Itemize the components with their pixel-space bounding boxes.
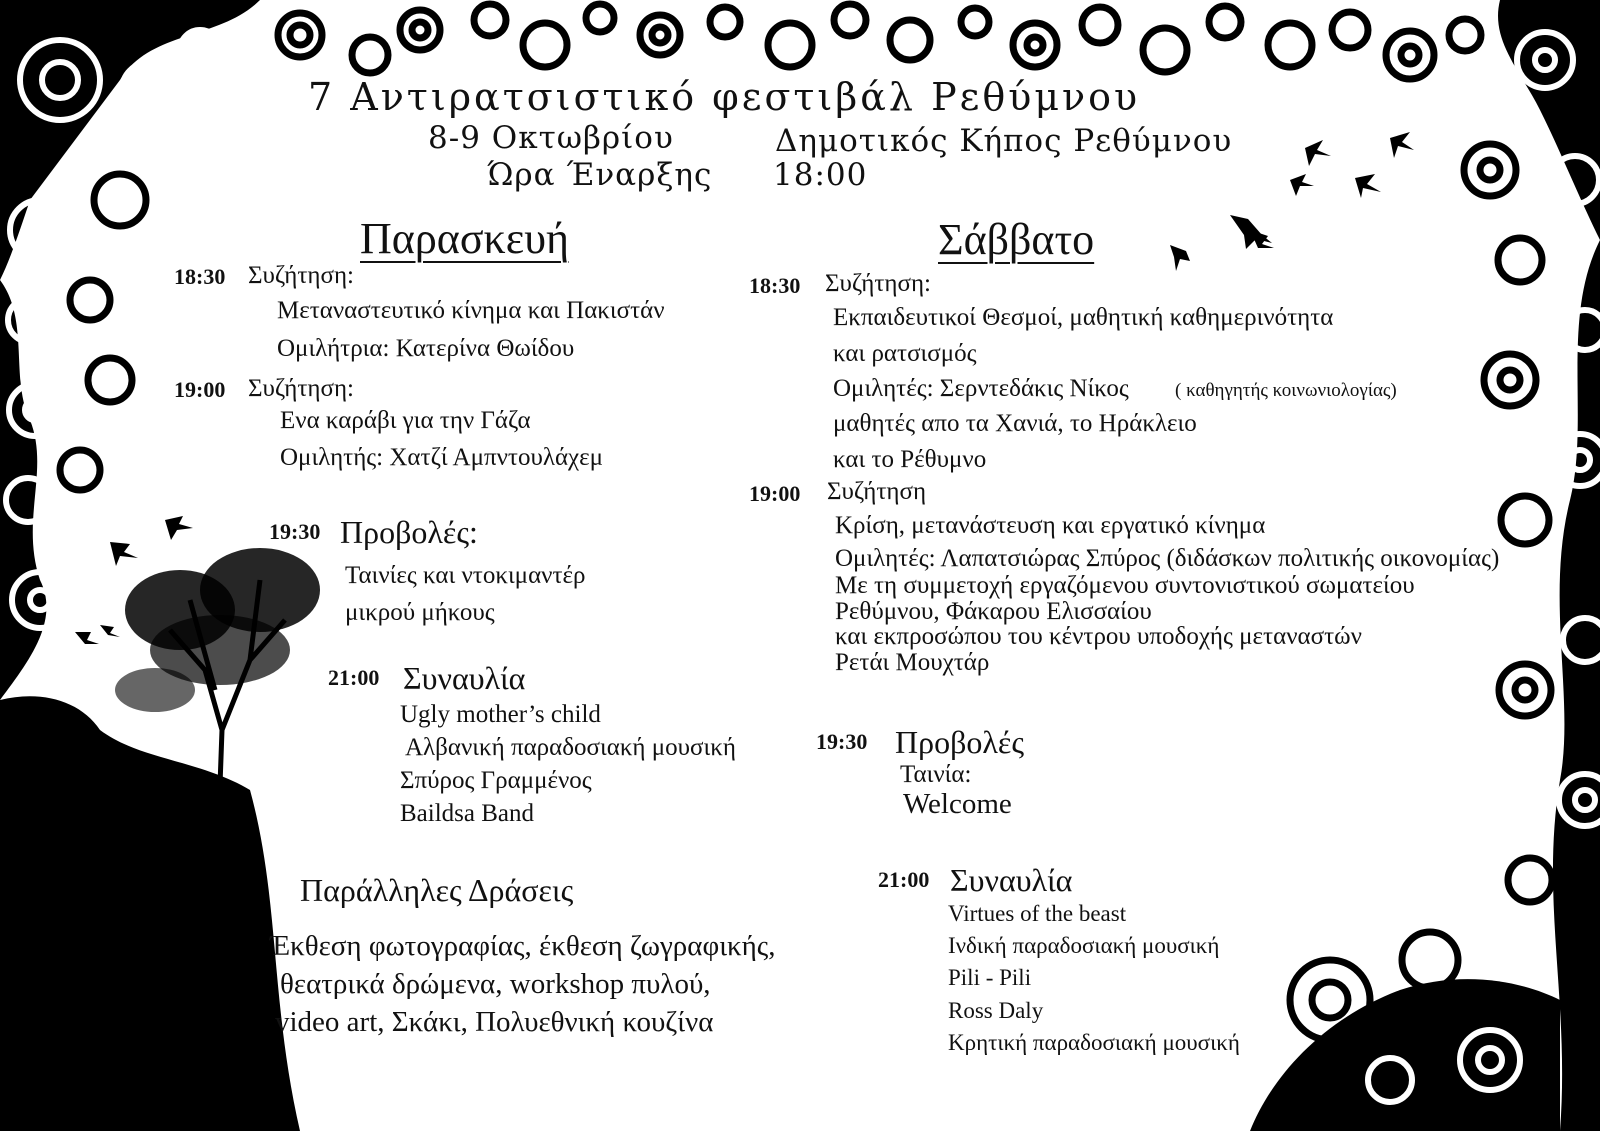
saturday-talk1-label: Συζήτηση: — [825, 270, 931, 297]
friday-screenings-label: Προβολές: — [340, 514, 478, 550]
parallel-line: θεατρικά δρώμενα, workshop πυλού, — [280, 968, 711, 1000]
saturday-concert-act: Κρητική παραδοσιακή μουσική — [948, 1030, 1240, 1055]
saturday-concert-act: Virtues of the beast — [948, 901, 1127, 926]
saturday-screenings-line2: Welcome — [903, 788, 1012, 820]
friday-talk1-speaker: Ομιλήτρια: Κατερίνα Θωίδου — [277, 335, 575, 362]
friday-screenings-time: 19:30 — [269, 519, 321, 544]
parallel-line: video art, Σκάκι, Πολυεθνική κουζίνα — [275, 1006, 714, 1038]
saturday-talk1-topic2: και ρατσισμός — [833, 340, 977, 367]
start-time: 18:00 — [773, 157, 868, 193]
friday-concert-label: Συναυλία — [403, 660, 526, 696]
friday-talk2-topic: Ενα καράβι για την Γάζα — [280, 407, 531, 434]
saturday-screenings-time: 19:30 — [816, 729, 868, 754]
friday-screenings-line1: Ταινίες και ντοκιμαντέρ — [345, 562, 586, 589]
saturday-talk2-speakers: Ομιλητές: Λαπατσιώρας Σπύρος (διδάσκων πολιτικής οικονομίας) — [835, 545, 1500, 572]
saturday-talk1-speakers-note: ( καθηγητής κοινωνιολογίας) — [1175, 380, 1397, 401]
friday-heading: Παρασκευή — [360, 214, 569, 263]
friday-talk2-time: 19:00 — [174, 377, 226, 402]
saturday-concert-act: Ross Daly — [948, 998, 1044, 1023]
festival-dates: 8-9 Οκτωβρίου — [428, 120, 674, 156]
saturday-concert-label: Συναυλία — [950, 862, 1073, 898]
friday-concert-act: Ugly mother’s child — [400, 701, 601, 728]
saturday-screenings-label: Προβολές — [895, 724, 1024, 760]
saturday-talk2-time: 19:00 — [749, 481, 801, 506]
saturday-talk1-speakers: Ομιλητές: Σερντεδάκις Νίκος — [833, 375, 1129, 402]
saturday-talk2-topic: Κρίση, μετανάστευση και εργατικό κίνημα — [835, 512, 1266, 539]
saturday-concert-time: 21:00 — [878, 867, 930, 892]
friday-talk1-topic: Μεταναστευτικό κίνημα και Πακιστάν — [277, 297, 665, 324]
festival-venue: Δημοτικός Κήπος Ρεθύμνου — [775, 123, 1233, 159]
friday-talk1-label: Συζήτηση: — [248, 262, 354, 289]
friday-screenings-line2: μικρού μήκους — [345, 599, 495, 626]
saturday-talk2-line2: Με τη συμμετοχή εργαζόμενου συντονιστικού σωματείου — [835, 572, 1415, 599]
saturday-talk2-line4: και εκπροσώπου του κέντρου υποδοχής μεταναστών — [835, 623, 1362, 650]
saturday-talk1-line3: μαθητές απο τα Χανιά, το Ηράκλειο — [833, 410, 1197, 437]
saturday-talk1-topic1: Εκπαιδευτικοί Θεσμοί, μαθητική καθημερινότητα — [833, 304, 1334, 331]
friday-concert-time: 21:00 — [328, 665, 380, 690]
friday-concert-act: Σπύρος Γραμμένος — [400, 767, 592, 794]
saturday-heading: Σάββατο — [938, 215, 1095, 264]
parallel-heading: Παράλληλες Δράσεις — [300, 872, 574, 908]
start-label: Ώρα Έναρξης — [487, 157, 713, 193]
saturday-talk2-line5: Ρετάι Μουχτάρ — [835, 649, 990, 676]
friday-concert-act: Baildsa Band — [400, 800, 535, 827]
friday-talk2-speaker: Ομιλητής: Χατζί Αμπντουλάχεμ — [280, 444, 604, 471]
saturday-talk1-line4: και το Ρέθυμνο — [833, 446, 987, 473]
saturday-talk2-line3: Ρεθύμνου, Φάκαρου Ελισσαίου — [835, 598, 1152, 625]
parallel-line: Έκθεση φωτογραφίας, έκθεση ζωγραφικής, — [270, 930, 776, 962]
saturday-talk2-label: Συζήτηση — [827, 478, 927, 505]
friday-talk2-label: Συζήτηση: — [248, 375, 354, 402]
saturday-concert-act: Ινδική παραδοσιακή μουσική — [948, 933, 1220, 958]
saturday-talk1-time: 18:30 — [749, 273, 801, 298]
friday-talk1-time: 18:30 — [174, 264, 226, 289]
friday-concert-act: Αλβανική παραδοσιακή μουσική — [405, 734, 736, 761]
saturday-screenings-line1: Ταινία: — [900, 761, 972, 788]
saturday-concert-act: Pili - Pili — [948, 965, 1032, 990]
festival-title: 7 Αντιρατσιστικό φεστιβάλ Ρεθύμνου — [308, 75, 1141, 119]
